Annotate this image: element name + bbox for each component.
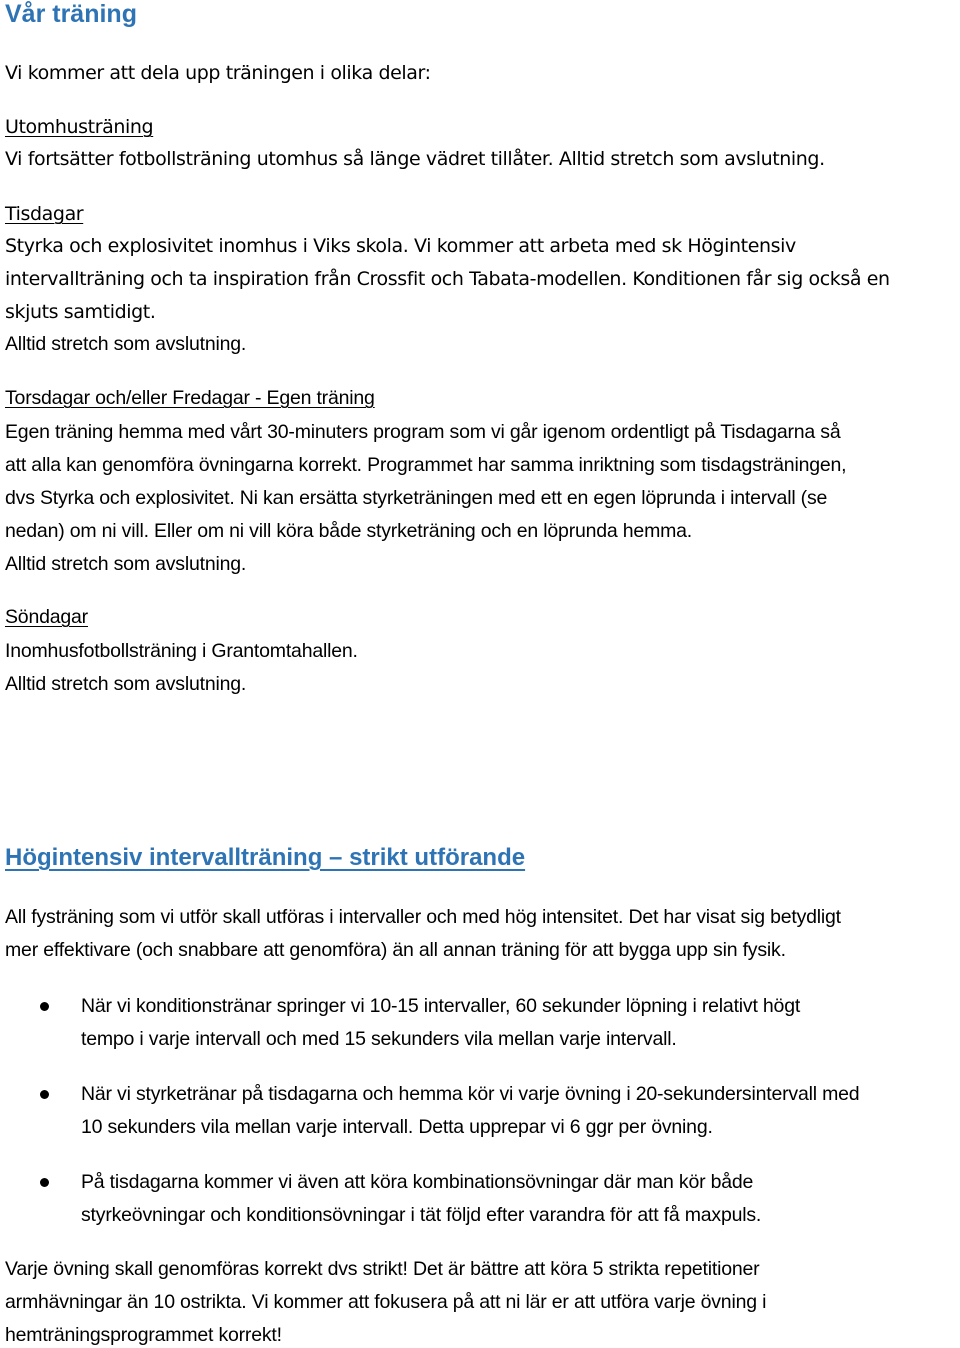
bullet-dot (40, 1090, 49, 1099)
thursday-line: nedan) om ni vill. Eller om ni vill köra både styrketräning och en löprunda hemma. (5, 520, 693, 542)
hiit-intro-line: mer effektivare (och snabbare att genomföra) än all annan träning för att bygga upp sin fysik. (5, 939, 786, 961)
thursday-line: dvs Styrka och explosivitet. Ni kan ersätta styrketräningen med ett en egen löprunda i intervall (se (5, 487, 828, 509)
tuesday-heading: Tisdagar (5, 203, 84, 225)
bullet-line: styrkeövningar och konditionsövningar i tät följd efter varandra för att få maxpuls. (81, 1204, 762, 1226)
tuesday-line: skjuts samtidigt. (5, 301, 156, 323)
bullet-dot (40, 1178, 49, 1187)
bullet-line: När vi styrketränar på tisdagarna och hemma kör vi varje övning i 20-sekundersintervall med (81, 1083, 860, 1105)
hiit-outro-line: Varje övning skall genomföras korrekt dvs strikt! Det är bättre att köra 5 strikta repetitioner (5, 1258, 760, 1280)
page-title: Vår träning (5, 0, 137, 28)
tuesday-stretch: Alltid stretch som avslutning. (5, 333, 247, 355)
intro-text: Vi kommer att dela upp träningen i olika delar: (5, 62, 431, 84)
bullet-line: tempo i varje intervall och med 15 sekunders vila mellan varje intervall. (81, 1028, 677, 1050)
hiit-outro-line: hemträningsprogrammet korrekt! (5, 1324, 282, 1346)
bullet-line: 10 sekunders vila mellan varje intervall. Detta upprepar vi 6 ggr per övning. (81, 1116, 713, 1138)
thursday-line: Egen träning hemma med vårt 30-minuters program som vi går igenom ordentligt på Tisdagarna så (5, 421, 841, 443)
thursday-stretch: Alltid stretch som avslutning. (5, 553, 247, 575)
bullet-line: När vi konditionstränar springer vi 10-15 intervaller, 60 sekunder löpning i relativt högt (81, 995, 801, 1017)
sunday-heading: Söndagar (5, 606, 88, 628)
hiit-heading: Högintensiv intervallträning – strikt utförande (5, 844, 526, 871)
bullet-line: På tisdagarna kommer vi även att köra kombinationsövningar där man kör både (81, 1171, 754, 1193)
hiit-outro-line: armhävningar än 10 ostrikta. Vi kommer att fokusera på att ni lär er att utföra varje övning i (5, 1291, 767, 1313)
outdoor-heading: Utomhusträning (5, 116, 154, 138)
sunday-text: Inomhusfotbollsträning i Grantomtahallen. (5, 640, 358, 662)
sunday-stretch: Alltid stretch som avslutning. (5, 673, 247, 695)
tuesday-line: Styrka och explosivitet inomhus i Viks skola. Vi kommer att arbeta med sk Högintensiv (5, 235, 796, 257)
outdoor-text: Vi fortsätter fotbollsträning utomhus så länge vädret tillåter. Alltid stretch som avslutning. (5, 148, 825, 170)
tuesday-line: intervallträning och ta inspiration från Crossfit och Tabata-modellen. Konditionen får sig också en (5, 268, 890, 290)
thursday-line: att alla kan genomföra övningarna korrekt. Programmet har samma inriktning som tisdagsträningen, (5, 454, 847, 476)
bullet-dot (40, 1002, 49, 1011)
hiit-intro-line: All fysträning som vi utför skall utföras i intervaller och med hög intensitet. Det har visat sig betydligt (5, 906, 841, 928)
thursday-heading: Torsdagar och/eller Fredagar - Egen träning (5, 387, 375, 409)
